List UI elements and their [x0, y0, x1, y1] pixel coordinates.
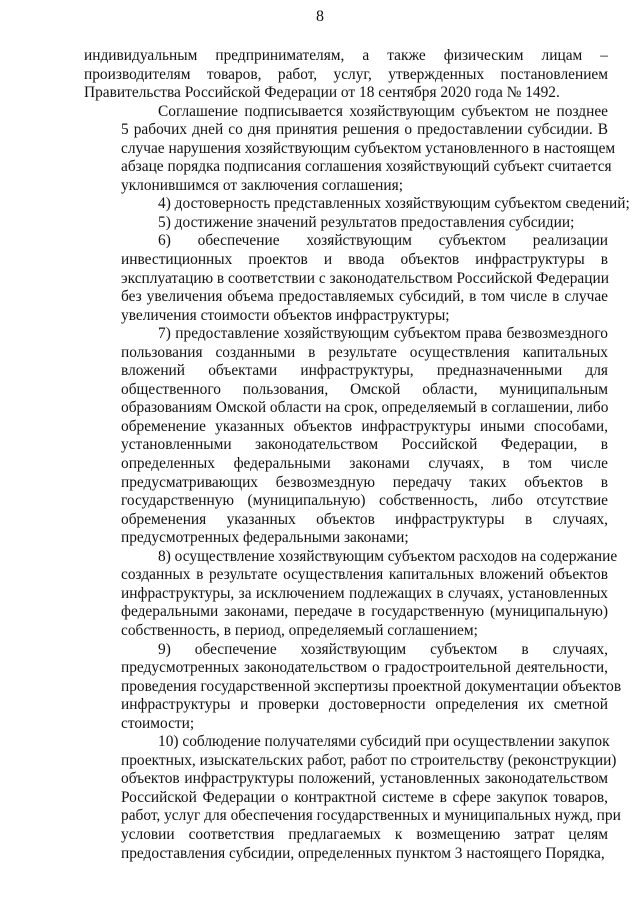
text-line: 10) соблюдение получателями субсидий при осуществлении закупок: [158, 733, 610, 751]
page-number: 8: [316, 8, 324, 25]
text-line: обременения указанных объектов инфраструктуры в случаях,: [121, 510, 608, 528]
text-line: предусматривающих безвозмездную передачу таких объектов в: [121, 473, 608, 491]
text-line: собственность, в период, определяемый соглашением;: [121, 621, 478, 639]
text-line: проектных, изыскательских работ, работ по строительству (реконструкции): [121, 751, 617, 769]
text-line: 5) достижение значений результатов предоставления субсидии;: [158, 213, 575, 231]
text-line: предусмотренных законодательством о градостроительной деятельности,: [121, 659, 608, 677]
text-line: общественного пользования, Омской области, муниципальным: [121, 380, 608, 398]
paragraph: [84, 195, 630, 214]
text-line: предоставления субсидии, определенных пунктом 3 настоящего Порядка,: [121, 844, 605, 862]
text-line: увеличения стоимости объектов инфраструктуры;: [121, 306, 450, 324]
text-line: объектов инфраструктуры положений, установленных законодательством: [121, 770, 608, 788]
text-line: условии соответствия предлагаемых к возмещению затрат целям: [121, 825, 608, 843]
text-line: Правительства Российской Федерации от 18 сентября 2020 года № 1492.: [84, 84, 560, 102]
text-line: проведения государственной экспертизы проектной документации объектов: [121, 677, 622, 695]
text-line: определенных федеральными законами случаях, в том числе: [121, 455, 608, 473]
text-line: вложений объектами инфраструктуры, предназначенными для: [121, 362, 608, 380]
text-line: 9) обеспечение хозяйствующим субъектом в случаях,: [158, 640, 608, 658]
paragraph: [84, 102, 616, 196]
text-line: производителям товаров, работ, услуг, утвержденных постановлением: [84, 65, 608, 83]
text-line: работ, услуг для обеспечения государственных и муниципальных нужд, при: [121, 807, 621, 825]
paragraph: [84, 547, 618, 641]
text-line: предусмотренных федеральными законами;: [121, 529, 409, 547]
text-line: инфраструктуры и проверки достоверности определения их сметной: [121, 696, 608, 714]
text-line: федеральными законами, передаче в государственную (муниципальную): [121, 603, 608, 621]
paragraph: [84, 640, 622, 734]
text-line: эксплуатацию в соответствии с законодательством Российской Федерации: [121, 269, 609, 287]
text-line: 8) осуществление хозяйствующим субъектом расходов на содержание: [158, 547, 618, 565]
paragraph: [84, 214, 608, 233]
text-line: случае нарушения хозяйствующим субъектом установленного в настоящем: [121, 139, 616, 157]
text-line: установленными законодательством Российской Федерации, в: [121, 436, 608, 454]
text-line: созданных в результате осуществления капитальных вложений объектов: [121, 566, 608, 584]
text-line: абзаце порядка подписания соглашения хозяйствующий субъект считается: [121, 158, 612, 176]
text-line: инвестиционных проектов и ввода объектов инфраструктуры в: [121, 251, 608, 269]
paragraph: [84, 325, 608, 548]
text-line: образованиям Омской области на срок, определяемый в соглашении, либо: [121, 399, 609, 417]
document-body: [84, 47, 630, 863]
text-line: инфраструктуры, за исключением подлежащих в случаях, установленных: [121, 584, 608, 602]
paragraph: [84, 232, 608, 325]
paragraph: [84, 733, 621, 863]
paragraph: [84, 47, 608, 103]
text-line: Соглашение подписывается хозяйствующим субъектом не позднее: [158, 102, 608, 120]
text-line: 7) предоставление хозяйствующим субъектом права безвозмездного: [158, 325, 608, 343]
text-line: 4) достоверность представленных хозяйствующим субъектом сведений;: [158, 195, 630, 213]
text-line: государственную (муниципальную) собственность, либо отсутствие: [121, 492, 608, 510]
text-line: 5 рабочих дней со дня принятия решения о предоставлении субсидии. В: [121, 121, 608, 139]
text-line: пользования созданными в результате осуществления капитальных: [121, 343, 608, 361]
text-line: обременение указанных объектов инфраструктуры иными способами,: [121, 417, 608, 435]
text-line: индивидуальным предпринимателям, а также физическим лицам –: [84, 47, 608, 64]
text-line: 6) обеспечение хозяйствующим субъектом реализации: [158, 232, 608, 250]
text-line: стоимости;: [121, 714, 195, 732]
text-line: без увеличения объема предоставляемых субсидий, в том числе в случае: [121, 288, 608, 306]
text-line: уклонившимся от заключения соглашения;: [121, 176, 403, 194]
text-line: Российской Федерации о контрактной системе в сфере закупок товаров,: [121, 788, 608, 806]
